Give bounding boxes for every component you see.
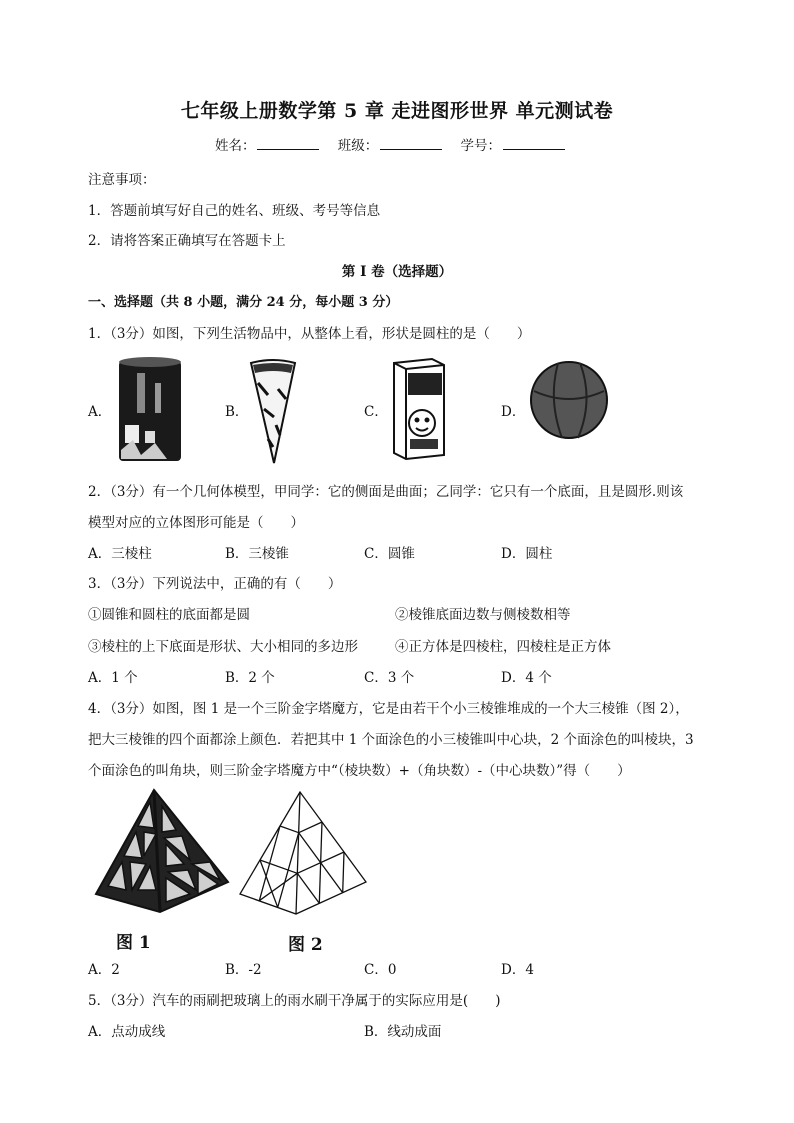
q4-stem-line-2: 把大三棱锥的四个面都涂上颜色．若把其中 1 个面涂色的小三棱锥叫中心块，2 个面涂色的叫棱块，3 — [88, 732, 694, 748]
q1-pictures — [88, 355, 708, 470]
q3-statement-2: ②棱锥底面边数与侧棱数相等 — [395, 607, 571, 623]
id-blank[interactable] — [503, 137, 565, 150]
ice-cream-cone-image — [248, 355, 298, 467]
name-blank[interactable] — [257, 137, 319, 150]
figure-2-label: 图 2 — [288, 935, 323, 955]
q3-option-c[interactable]: C．3 个 — [364, 670, 415, 686]
notes-heading: 注意事项： — [88, 172, 156, 188]
q5-option-b[interactable]: B．线动成面 — [364, 1024, 442, 1040]
pyramid-grid-figure — [238, 790, 368, 920]
q3-stem: 3．（3分）下列说法中，正确的有（ ） — [88, 576, 342, 592]
note-item-2: 2．请将答案正确填写在答题卡上 — [88, 233, 286, 249]
can-image — [115, 355, 185, 467]
q1-stem: 1．（3分）如图，下列生活物品中，从整体上看，形状是圆柱的是（ ） — [88, 326, 531, 342]
q5-option-a[interactable]: A．点动成线 — [88, 1024, 166, 1040]
q3-option-d[interactable]: D．4 个 — [501, 670, 552, 686]
class-label: 班级： — [337, 138, 379, 154]
name-label: 姓名： — [214, 138, 256, 154]
q4-option-a[interactable]: A．2 — [88, 962, 120, 978]
q4-stem-line-3: 个面涂色的叫角块，则三阶金字塔魔方中“（棱块数）+（角块数）-（中心块数）”得（ ） — [88, 763, 631, 779]
note-item-1: 1．答题前填写好自己的姓名、班级、考号等信息 — [88, 203, 381, 219]
q2-stem-line-1: 2．（3分）有一个几何体模型，甲同学：它的侧面是曲面；乙同学：它只有一个底面，且是圆形.则该 — [88, 484, 684, 500]
q1-option-c[interactable]: C． — [364, 404, 388, 420]
milk-box-image — [388, 355, 448, 459]
id-label: 学号： — [460, 138, 502, 154]
figure-1-label: 图 1 — [116, 933, 151, 953]
q4-option-c[interactable]: C．0 — [364, 962, 397, 978]
q3-option-b[interactable]: B．2 个 — [225, 670, 275, 686]
q4-option-b[interactable]: B．-2 — [225, 962, 262, 978]
q3-option-a[interactable]: A．1 个 — [88, 670, 138, 686]
pyraminx-photo-figure — [92, 786, 232, 918]
q3-statement-1: ①圆锥和圆柱的底面都是圆 — [88, 607, 250, 623]
q5-stem: 5．（3分）汽车的雨刷把玻璃上的雨水刷干净属于的实际应用是( ) — [88, 993, 501, 1009]
q2-option-c[interactable]: C．圆锥 — [364, 546, 415, 562]
q3-statement-3: ③棱柱的上下底面是形状、大小相同的多边形 — [88, 639, 358, 655]
q3-statement-4: ④正方体是四棱柱，四棱柱是正方体 — [395, 639, 611, 655]
q2-option-d[interactable]: D．圆柱 — [501, 546, 553, 562]
q1-option-d[interactable]: D． — [501, 404, 526, 420]
class-blank[interactable] — [380, 137, 442, 150]
part-title: 一、选择题（共 8 小题，满分 24 分，每小题 3 分） — [88, 295, 399, 310]
q1-option-a[interactable]: A． — [88, 404, 112, 420]
page-title: 七年级上册数学第 5 章 走进图形世界 单元测试卷 — [180, 100, 614, 122]
section-title: 第 I 卷（选择题） — [341, 264, 453, 280]
q2-stem-line-2: 模型对应的立体图形可能是（ ） — [88, 515, 304, 531]
q4-stem-line-1: 4．（3分）如图，图 1 是一个三阶金字塔魔方，它是由若干个小三棱锥堆成的一个大三棱锥（图 2）， — [88, 701, 689, 717]
q1-option-b[interactable]: B． — [225, 404, 249, 420]
q2-option-a[interactable]: A．三棱柱 — [88, 546, 152, 562]
student-info — [0, 134, 794, 154]
basketball-image — [528, 359, 610, 441]
q4-option-d[interactable]: D．4 — [501, 962, 534, 978]
q2-option-b[interactable]: B．三棱锥 — [225, 546, 289, 562]
